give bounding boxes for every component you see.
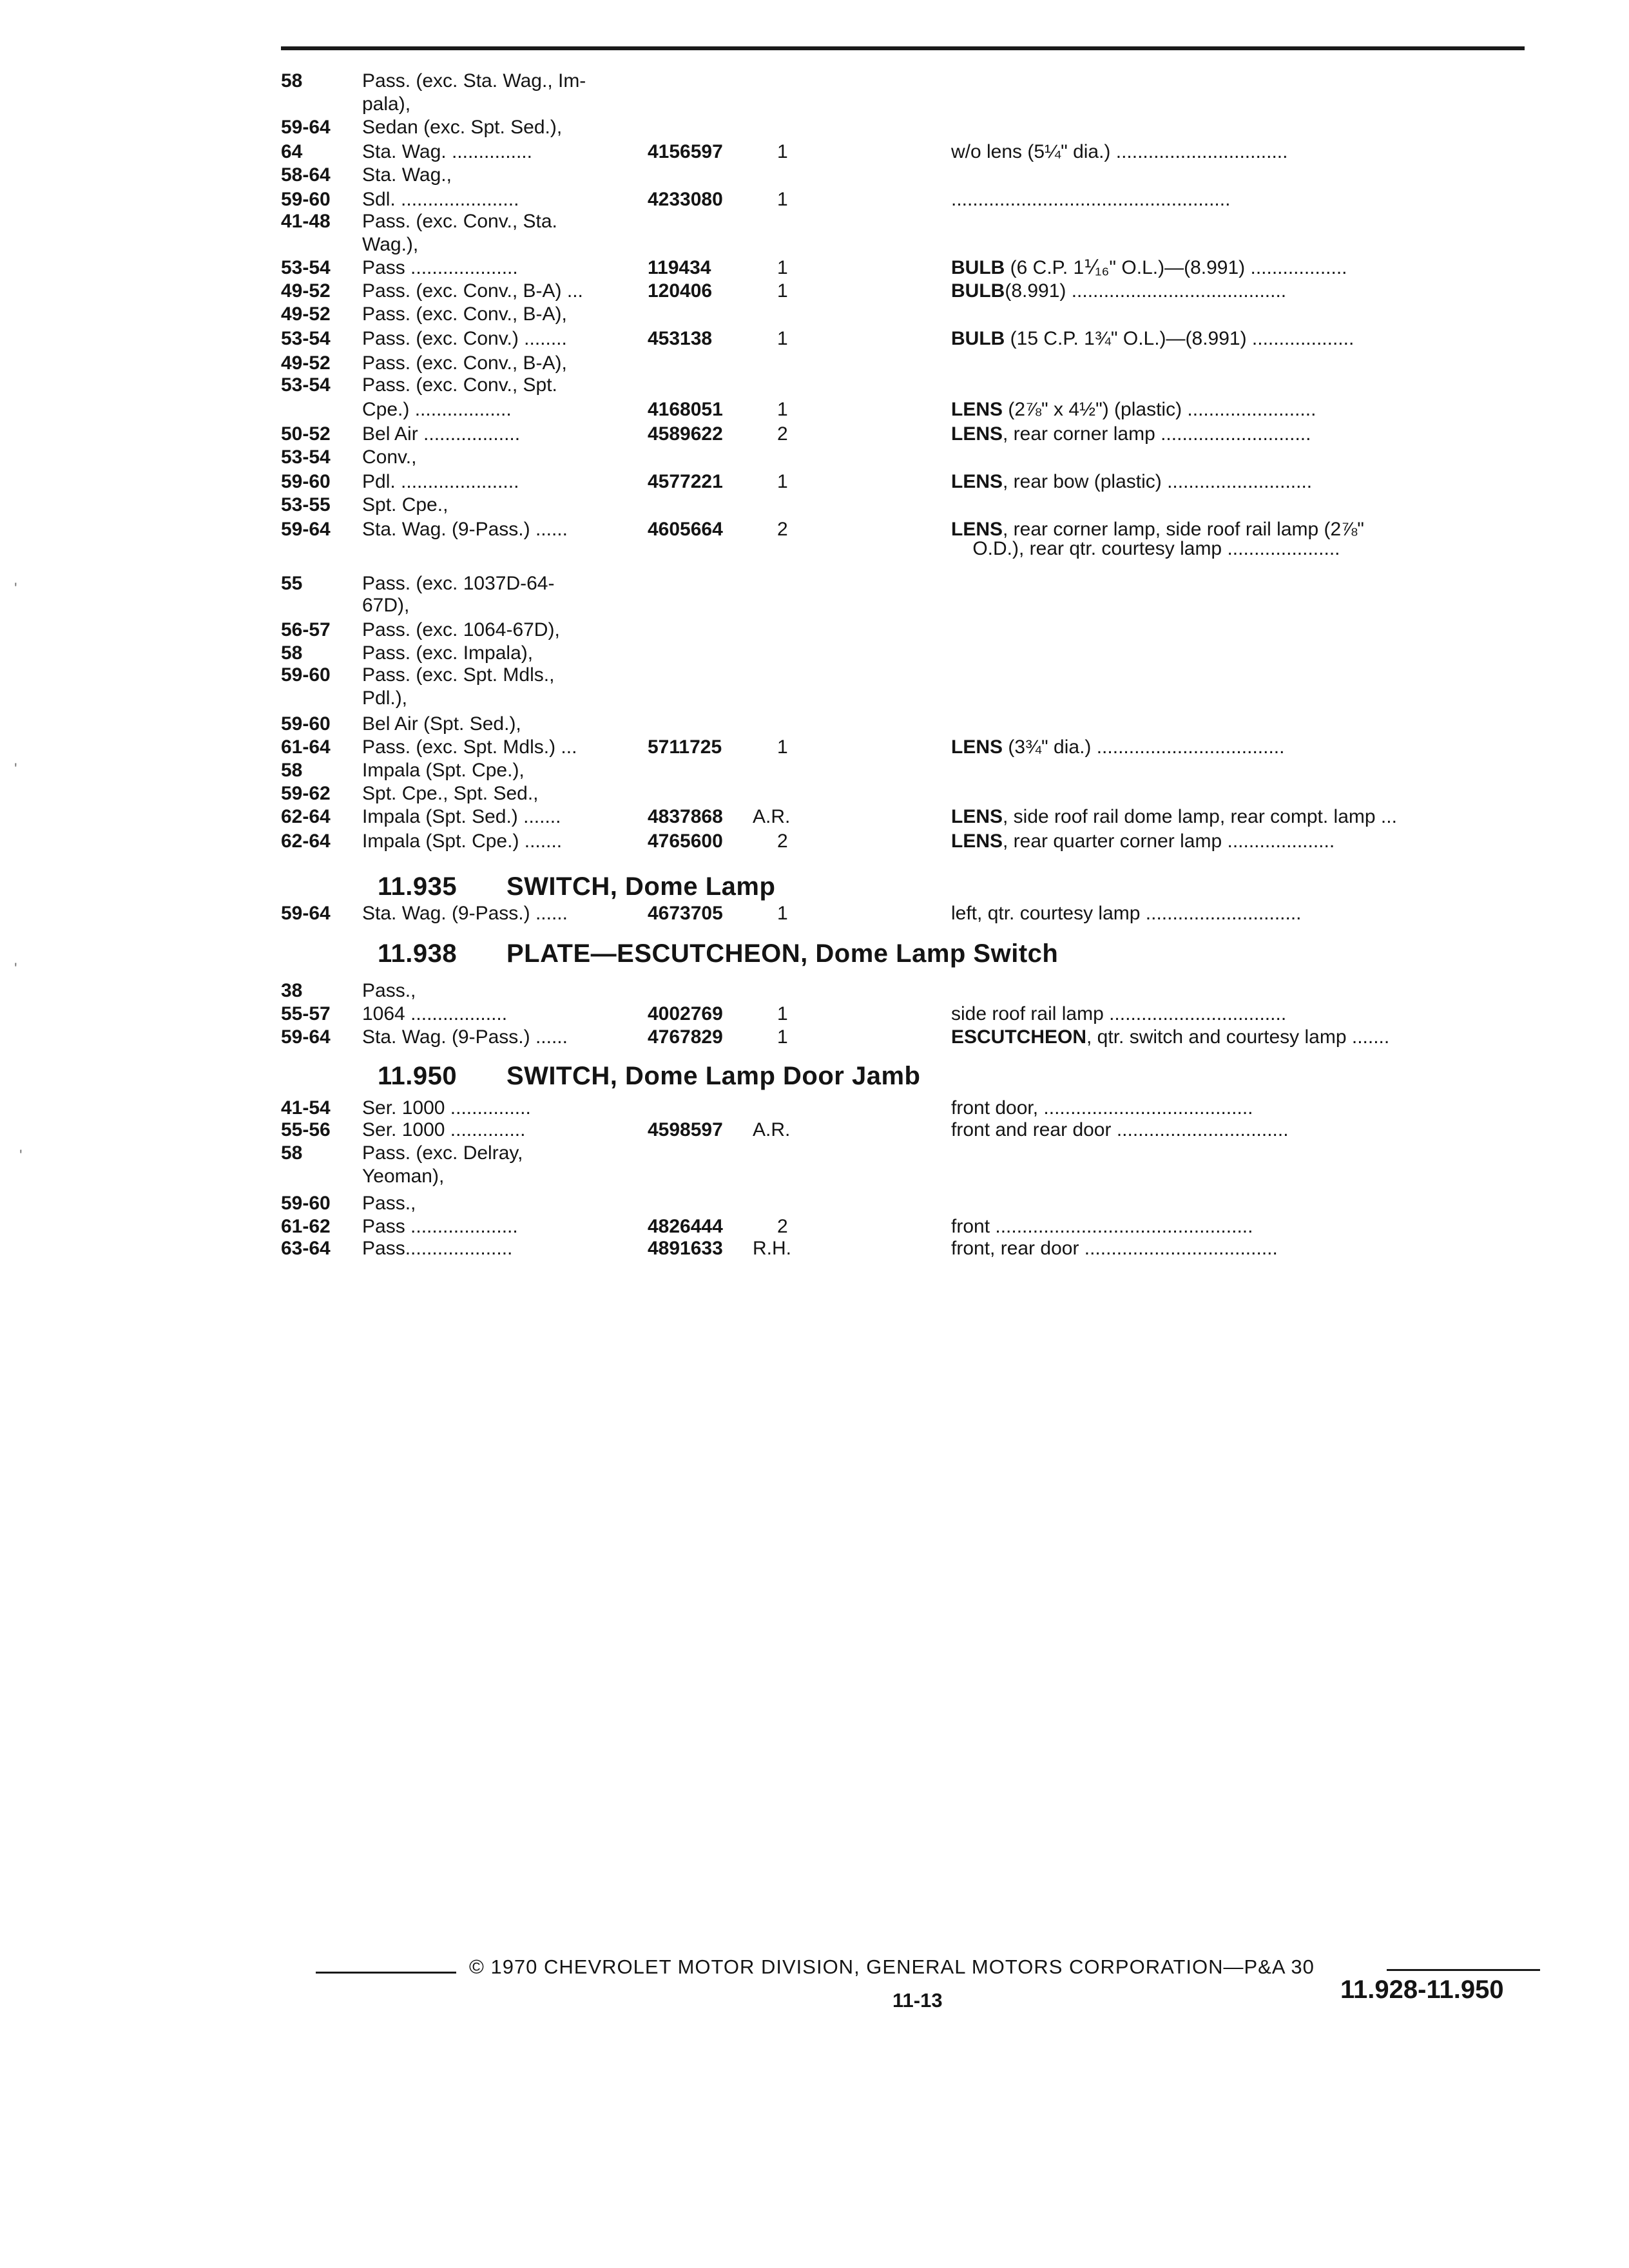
model-year: 53-54 <box>281 257 331 278</box>
footer-rule-left <box>316 1972 456 1974</box>
model-description: Sta. Wag., <box>362 164 452 186</box>
part-number: 4673705 <box>648 903 723 924</box>
model-description: Pass.................... <box>362 1238 513 1259</box>
model-year: 55-56 <box>281 1119 331 1140</box>
model-description: Pass. (exc. Impala), <box>362 642 534 664</box>
quantity: 1 <box>777 1026 788 1048</box>
quantity: 1 <box>777 189 788 210</box>
item-description <box>951 830 1335 853</box>
table-row <box>0 782 1629 805</box>
section-range: 11.928-11.950 <box>1340 1975 1504 2004</box>
model-description: Pdl.), <box>362 687 408 709</box>
table-row <box>0 1026 1629 1049</box>
model-description: Wag.), <box>362 234 419 255</box>
part-number: 4589622 <box>648 423 723 445</box>
item-name: BULB <box>951 257 1005 278</box>
item-detail: front ................................................ <box>951 1216 1253 1237</box>
table-row <box>0 140 1629 164</box>
item-name: LENS <box>951 471 1003 492</box>
item-description <box>951 736 1284 759</box>
model-description: Pass. (exc. Spt. Mdls., <box>362 664 555 686</box>
item-description <box>951 1003 1286 1026</box>
model-description: Pass. (exc. Conv.) ........ <box>362 328 567 349</box>
model-description: Pass., <box>362 1193 416 1214</box>
model-description: Pass. (exc. Conv., Sta. <box>362 211 557 232</box>
table-row <box>0 664 1629 687</box>
table-row <box>0 713 1629 736</box>
model-year: 59-60 <box>281 471 331 492</box>
quantity: A.R. <box>753 806 791 827</box>
item-detail: side roof rail lamp ................................. <box>951 1003 1287 1024</box>
quantity: 2 <box>777 423 788 445</box>
model-year: 58 <box>281 70 303 91</box>
table-row <box>0 494 1629 517</box>
part-number: 4002769 <box>648 1003 723 1024</box>
model-description: Pass. (exc. Conv., B-A), <box>362 303 567 325</box>
margin-mark: ' <box>19 1147 23 1164</box>
model-description: Sta. Wag. (9-Pass.) ...... <box>362 903 568 924</box>
model-description: Ser. 1000 ............... <box>362 1097 531 1119</box>
model-description: Yeoman), <box>362 1166 445 1187</box>
model-year: 41-48 <box>281 211 331 232</box>
model-year: 49-52 <box>281 352 331 374</box>
table-row <box>0 470 1629 494</box>
table-row <box>0 642 1629 665</box>
quantity: R.H. <box>753 1238 791 1259</box>
quantity: 1 <box>777 257 788 278</box>
part-number: 4168051 <box>648 399 723 420</box>
quantity: 2 <box>777 519 788 540</box>
part-number: 5711725 <box>648 736 722 758</box>
model-year: 58 <box>281 760 303 781</box>
model-year: 59-60 <box>281 713 331 735</box>
item-description <box>951 1237 1278 1260</box>
part-number: 453138 <box>648 328 713 349</box>
model-description: Cpe.) .................. <box>362 399 512 420</box>
model-year: 53-54 <box>281 374 331 396</box>
part-number: 4891633 <box>648 1238 723 1259</box>
section-number: 11.950 <box>378 1062 458 1090</box>
margin-mark: ' <box>14 960 17 977</box>
model-description: Pass. (exc. Spt. Mdls.) ... <box>362 736 577 758</box>
item-description <box>951 423 1311 446</box>
item-detail: front door, ....................................... <box>951 1097 1253 1119</box>
section-heading-11-938 <box>378 938 1058 969</box>
model-year: 63-64 <box>281 1238 331 1259</box>
model-year: 38 <box>281 980 303 1001</box>
section-number: 11.938 <box>378 939 458 968</box>
item-name: LENS <box>951 736 1003 758</box>
table-row <box>0 164 1629 187</box>
model-year: 59-60 <box>281 664 331 686</box>
item-name: LENS <box>951 399 1003 420</box>
model-year: 64 <box>281 141 303 162</box>
item-detail: , rear corner lamp ............................ <box>1003 423 1311 445</box>
model-description: Pass. (exc. 1064-67D), <box>362 619 560 640</box>
item-description <box>951 1119 1289 1142</box>
model-description: Pass. (exc. Sta. Wag., Im- <box>362 70 586 91</box>
table-row <box>0 1192 1629 1215</box>
item-name: LENS <box>951 806 1003 827</box>
item-description <box>951 902 1302 925</box>
model-year: 62-64 <box>281 831 331 852</box>
table-row <box>0 70 1629 93</box>
model-description: Pass .................... <box>362 1216 518 1237</box>
table-row <box>0 1003 1629 1026</box>
item-name: BULB <box>951 280 1005 302</box>
quantity: 2 <box>777 1216 788 1237</box>
table-row <box>0 188 1629 211</box>
model-description: Bel Air (Spt. Sed.), <box>362 713 521 735</box>
section-heading-11-950 <box>378 1061 920 1091</box>
quantity: 1 <box>777 903 788 924</box>
page-number: 11-13 <box>892 1989 943 2012</box>
item-detail: w/o lens (5¼" dia.) ................................ <box>951 141 1288 162</box>
item-name: ESCUTCHEON <box>951 1026 1087 1048</box>
model-description: Pass .................... <box>362 257 518 278</box>
model-description: Sta. Wag. ............... <box>362 141 532 162</box>
item-detail: (2⅞" x 4½") (plastic) ........................ <box>1003 399 1316 420</box>
table-row <box>0 1237 1629 1260</box>
part-number: 4577221 <box>648 471 723 492</box>
table-row <box>0 1142 1629 1165</box>
part-number: 4156597 <box>648 141 723 162</box>
item-detail: (3¾" dia.) ................................... <box>1003 736 1285 758</box>
model-description: Sta. Wag. (9-Pass.) ...... <box>362 1026 568 1048</box>
model-year: 59-64 <box>281 903 331 924</box>
model-description: Pdl. ...................... <box>362 471 519 492</box>
part-number: 4233080 <box>648 189 723 210</box>
item-detail: , rear quarter corner lamp .................... <box>1003 831 1335 852</box>
part-number: 4767829 <box>648 1026 723 1048</box>
item-description <box>951 398 1316 421</box>
quantity: 1 <box>777 471 788 492</box>
section-heading-11-935 <box>378 871 775 902</box>
table-row <box>0 1215 1629 1238</box>
table-row <box>0 327 1629 351</box>
table-row <box>0 687 1629 710</box>
table-row <box>0 256 1629 280</box>
table-row <box>0 594 1629 617</box>
copyright-notice: © 1970 CHEVROLET MOTOR DIVISION, GENERAL MOTORS CORPORATION—P&A 30 <box>469 1956 1315 1978</box>
part-number: 4598597 <box>648 1119 723 1140</box>
model-description: Ser. 1000 .............. <box>362 1119 526 1140</box>
model-year: 58 <box>281 1142 303 1164</box>
model-year: 50-52 <box>281 423 331 445</box>
margin-mark: ' <box>14 580 17 597</box>
model-description: Pass., <box>362 980 416 1001</box>
model-description: Pass. (exc. 1037D-64- <box>362 573 555 594</box>
item-description <box>951 470 1312 494</box>
model-description: Conv., <box>362 447 417 468</box>
table-row <box>0 280 1629 303</box>
model-description: Pass. (exc. Conv., Spt. <box>362 374 557 396</box>
model-year: 55 <box>281 573 303 594</box>
table-row <box>0 1119 1629 1142</box>
model-description: Spt. Cpe., Spt. Sed., <box>362 783 539 804</box>
table-row <box>0 830 1629 853</box>
model-year: 59-64 <box>281 519 331 540</box>
model-description: 1064 .................. <box>362 1003 508 1024</box>
table-row <box>0 303 1629 326</box>
model-year: 56-57 <box>281 619 331 640</box>
part-number: 4826444 <box>648 1216 723 1237</box>
model-year: 61-64 <box>281 736 331 758</box>
table-row <box>0 736 1629 759</box>
model-description: Impala (Spt. Cpe.), <box>362 760 525 781</box>
item-detail: (15 C.P. 1¾" O.L.)—(8.991) ................... <box>1005 328 1354 349</box>
table-row <box>0 619 1629 642</box>
table-row <box>0 352 1629 375</box>
table-row <box>0 979 1629 1003</box>
table-row <box>0 423 1629 446</box>
table-row <box>0 398 1629 421</box>
item-detail: .................................................... <box>951 189 1231 210</box>
model-description: Sedan (exc. Spt. Sed.), <box>362 117 563 138</box>
quantity: 1 <box>777 736 788 758</box>
item-name: LENS <box>951 519 1003 540</box>
section-title: SWITCH, Dome Lamp <box>506 872 776 901</box>
part-number: 4605664 <box>648 519 723 540</box>
model-description: 67D), <box>362 595 410 616</box>
part-number: 120406 <box>648 280 713 302</box>
section-title: PLATE—ESCUTCHEON, Dome Lamp Switch <box>506 939 1059 968</box>
margin-mark: ' <box>14 760 17 778</box>
item-description <box>951 280 1286 303</box>
quantity: 1 <box>777 399 788 420</box>
model-description: Pass. (exc. Delray, <box>362 1142 523 1164</box>
item-description <box>951 537 1340 561</box>
item-detail: left, qtr. courtesy lamp ............................. <box>951 903 1302 924</box>
model-year: 53-54 <box>281 328 331 349</box>
model-year: 41-54 <box>281 1097 331 1119</box>
quantity: 1 <box>777 141 788 162</box>
model-description: Impala (Spt. Cpe.) ....... <box>362 831 563 852</box>
table-row <box>0 210 1629 233</box>
item-description <box>951 1026 1389 1049</box>
table-row <box>0 537 1629 561</box>
quantity: 1 <box>777 280 788 302</box>
part-number: 4837868 <box>648 806 723 827</box>
model-description: Pass. (exc. Conv., B-A) ... <box>362 280 583 302</box>
model-year: 59-64 <box>281 117 331 138</box>
quantity: 1 <box>777 1003 788 1024</box>
section-title: SWITCH, Dome Lamp Door Jamb <box>506 1062 921 1090</box>
item-detail: , rear bow (plastic) ........................... <box>1003 471 1313 492</box>
part-number: 119434 <box>648 257 711 278</box>
table-row <box>0 1165 1629 1188</box>
model-year: 61-62 <box>281 1216 331 1237</box>
item-description <box>951 327 1354 351</box>
top-rule <box>281 46 1525 50</box>
model-year: 59-60 <box>281 1193 331 1214</box>
model-description: pala), <box>362 93 411 115</box>
quantity: 1 <box>777 328 788 349</box>
item-detail: , rear corner lamp, side roof rail lamp (2⅞" <box>1003 519 1364 540</box>
model-description: Impala (Spt. Sed.) ....... <box>362 806 561 827</box>
item-name: LENS <box>951 831 1003 852</box>
model-year: 53-55 <box>281 494 331 515</box>
item-detail: , qtr. switch and courtesy lamp ....... <box>1086 1026 1390 1048</box>
model-description: Bel Air .................. <box>362 423 521 445</box>
model-year: 58 <box>281 642 303 664</box>
item-detail: (6 C.P. 1⅟₁₆" O.L.)—(8.991) .................. <box>1005 257 1347 278</box>
item-detail: front and rear door ................................ <box>951 1119 1289 1140</box>
model-description: Pass. (exc. Conv., B-A), <box>362 352 567 374</box>
model-year: 53-54 <box>281 447 331 468</box>
model-year: 59-62 <box>281 783 331 804</box>
footer-rule-right <box>1387 1969 1540 1971</box>
item-detail: front, rear door .................................... <box>951 1238 1278 1259</box>
table-row <box>0 572 1629 595</box>
model-year: 49-52 <box>281 303 331 325</box>
model-description: Sdl. ...................... <box>362 189 519 210</box>
model-year: 59-60 <box>281 189 331 210</box>
table-row <box>0 902 1629 925</box>
item-name: LENS <box>951 423 1003 445</box>
item-name: BULB <box>951 328 1005 349</box>
item-detail: , side roof rail dome lamp, rear compt. lamp ... <box>1003 806 1397 827</box>
part-number: 4765600 <box>648 831 723 852</box>
model-year: 62-64 <box>281 806 331 827</box>
model-year: 49-52 <box>281 280 331 302</box>
model-year: 55-57 <box>281 1003 331 1024</box>
item-description <box>951 1097 1253 1120</box>
table-row <box>0 116 1629 139</box>
item-description <box>951 805 1397 829</box>
quantity: A.R. <box>753 1119 791 1140</box>
table-row <box>0 759 1629 782</box>
table-row <box>0 446 1629 469</box>
item-description <box>951 188 1230 211</box>
quantity: 2 <box>777 831 788 852</box>
model-year: 58-64 <box>281 164 331 186</box>
table-row <box>0 93 1629 116</box>
item-description <box>951 1215 1253 1238</box>
model-description: Sta. Wag. (9-Pass.) ...... <box>362 519 568 540</box>
item-detail: O.D.), rear qtr. courtesy lamp ..................... <box>951 538 1340 559</box>
table-row <box>0 805 1629 829</box>
model-year: 59-64 <box>281 1026 331 1048</box>
item-description <box>951 140 1287 164</box>
table-row <box>0 374 1629 397</box>
section-number: 11.935 <box>378 872 458 901</box>
model-description: Spt. Cpe., <box>362 494 448 515</box>
item-description <box>951 256 1347 280</box>
table-row <box>0 233 1629 256</box>
table-row <box>0 1097 1629 1120</box>
item-detail: (8.991) ........................................ <box>1005 280 1287 302</box>
